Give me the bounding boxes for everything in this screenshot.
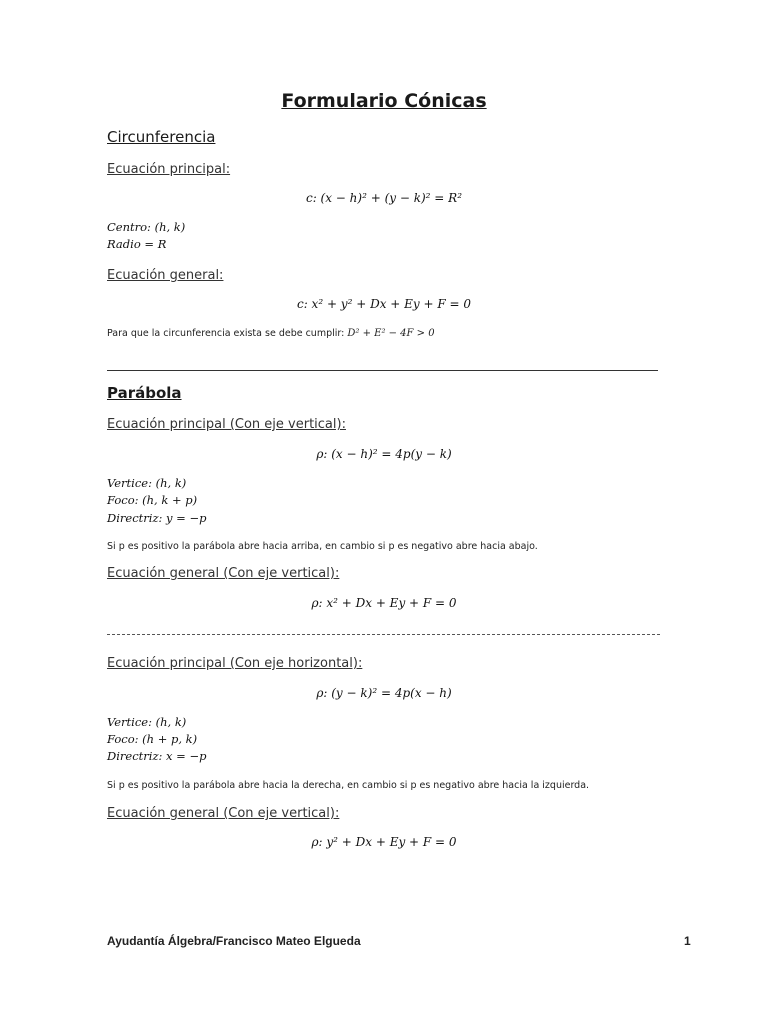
parab-vertical-vertice: Vertice: (h, k) bbox=[107, 476, 187, 490]
parab-horizontal-note: Si p es positivo la parábola abre hacia la derecha, en cambio si p es negativo abre hacia la izquierda. bbox=[107, 780, 590, 791]
parab-horizontal-principal-equation: ρ: (y − k)² = 4p(x − h) bbox=[316, 686, 452, 700]
circ-condition-equation: D² + E² − 4F > 0 bbox=[347, 328, 435, 339]
parab-vertical-principal-label: Ecuación principal (Con eje vertical): bbox=[107, 417, 346, 432]
circ-condition bbox=[107, 328, 435, 339]
parab-vertical-principal-equation: ρ: (x − h)² = 4p(y − k) bbox=[316, 447, 452, 461]
section-heading-parabola: Parábola bbox=[107, 384, 182, 402]
footer-author: Ayudantía Álgebra/Francisco Mateo Elgueda bbox=[107, 934, 361, 948]
parab-horizontal-principal-label: Ecuación principal (Con eje horizontal): bbox=[107, 656, 363, 671]
section-divider bbox=[107, 370, 658, 371]
parab-horizontal-vertice: Vertice: (h, k) bbox=[107, 715, 187, 729]
section-heading-circunferencia: Circunferencia bbox=[107, 128, 216, 146]
circ-centro: Centro: (h, k) bbox=[107, 220, 186, 234]
dashed-divider bbox=[107, 634, 660, 635]
page-number: 1 bbox=[684, 934, 691, 948]
page-title: Formulario Cónicas bbox=[281, 90, 487, 112]
parab-vertical-foco: Foco: (h, k + p) bbox=[107, 493, 198, 507]
circ-condition-text: Para que la circunferencia exista se debe cumplir: bbox=[107, 328, 345, 339]
circ-general-label: Ecuación general: bbox=[107, 268, 224, 283]
parab-horizontal-general-equation: ρ: y² + Dx + Ey + F = 0 bbox=[311, 835, 457, 849]
circ-principal-label: Ecuación principal: bbox=[107, 162, 231, 177]
parab-vertical-directriz: Directriz: y = −p bbox=[107, 511, 207, 525]
circ-general-equation: c: x² + y² + Dx + Ey + F = 0 bbox=[296, 297, 472, 311]
circ-radio: Radio = R bbox=[107, 237, 167, 251]
parab-horizontal-foco: Foco: (h + p, k) bbox=[107, 732, 198, 746]
parab-vertical-general-equation: ρ: x² + Dx + Ey + F = 0 bbox=[311, 596, 457, 610]
circ-principal-equation: c: (x − h)² + (y − k)² = R² bbox=[305, 191, 463, 205]
parab-vertical-note: Si p es positivo la parábola abre hacia arriba, en cambio si p es negativo abre hacia abajo. bbox=[107, 541, 538, 552]
parab-horizontal-general-label: Ecuación general (Con eje vertical): bbox=[107, 806, 340, 821]
parab-horizontal-directriz: Directriz: x = −p bbox=[107, 749, 207, 763]
parab-vertical-general-label: Ecuación general (Con eje vertical): bbox=[107, 566, 340, 581]
